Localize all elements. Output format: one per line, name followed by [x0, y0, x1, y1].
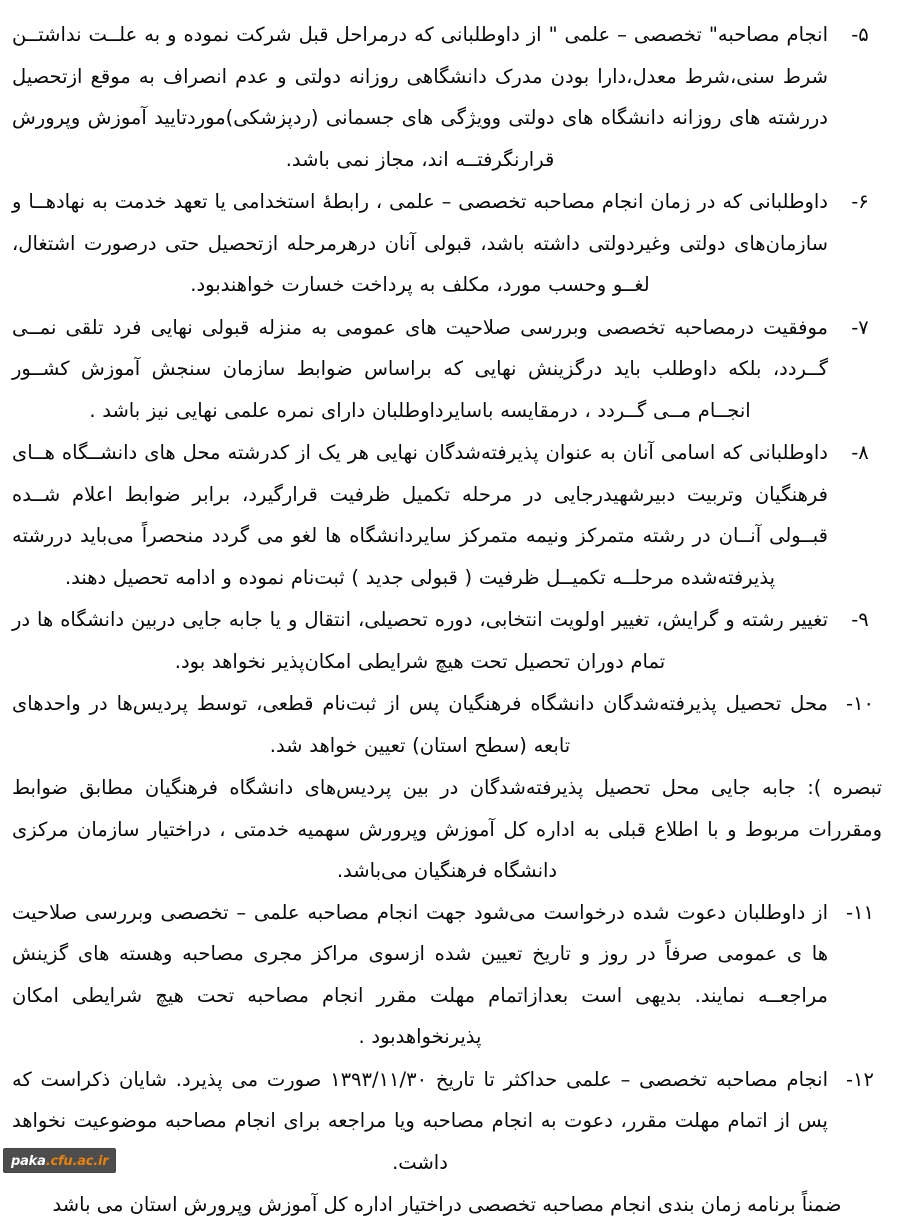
clause-item — [12, 1059, 882, 1184]
clause-marker: ۱۲- — [846, 1067, 874, 1091]
clause-marker: ۵- — [851, 23, 869, 46]
watermark-name: paka — [11, 1154, 46, 1169]
clause-item — [12, 432, 882, 598]
clause-marker: ۱۰- — [846, 692, 874, 715]
clause-marker: ۶- — [851, 190, 869, 213]
clause-text: داوطلبانی که در زمان انجام مصاحبه تخصصی – علمی ، رابطۀ استخدامی یا تعهد خدمت به نهادهــا و سازمان‌های دولتی وغیردولتی داشته باشد، قبولی آنان درهرمرحله ازتحصیل حتی درصورت اشتغال، لغــو وحسب مورد، مکلف به پرداخت خسارت خواهندبود. — [12, 190, 828, 296]
clause-item — [12, 181, 882, 306]
watermark-badge — [4, 1149, 115, 1172]
clause-item — [12, 307, 882, 432]
clause-text: محل تحصیل پذیرفته‌شدگان دانشگاه فرهنگیان پس از ثبت‌نام قطعی، توسط پردیس‌ها در واحدهای تابعه (سطح استان) تعیین خواهد شد. — [12, 692, 828, 757]
clause-marker: ۷- — [851, 315, 869, 339]
clause-marker: ۱۱- — [846, 900, 874, 924]
clause-item — [12, 599, 882, 682]
clause-text: از داوطلبان دعوت شده درخواست می‌شود جهت انجام مصاحبه علمی – تخصصی وبررسی صلاحیت ها ی عمومی صرفاً در روز و تاریخ تعیین شده ازسوی مراکز مجری مصاحبه وهسته های گزینش مراجعــه نمایند. بدیهی است بعدازاتمام مهلت مقرر انجام مصاحبه تحت هیچ شرایطی امکان پذیرنخواهدبود . — [12, 900, 828, 1048]
clause-text: موفقیت درمصاحبه تخصصی وبررسی صلاحیت های عمومی به منزله قبولی نهایی فرد تلقی نمــی گــردد، بلکه داوطلب باید درگزینش نهایی که براساس ضوابط سازمان سنجش آموزش کشــور انجــام مــی گــردد ، درمقایسه باسایرداوطلبان دارای نمره علمی نهایی نیز باشد . — [12, 315, 828, 422]
clause-text: تغییر رشته و گرایش، تغییر اولویت انتخابی، دوره تحصیلی، انتقال و یا جابه جایی دربین دانشگاه ها در تمام دوران تحصیل تحت هیچ شرایطی امکان‌پذیر نخواهد بود. — [12, 608, 828, 673]
tail-paragraph: ضمناً برنامه زمان بندی انجام مصاحبه تخصصی دراختیار اداره کل آموزش وپرورش استان می باشد — [52, 1193, 842, 1216]
note-paragraph: تبصره ): جابه جایی محل تحصیل پذیرفته‌شدگان در بین پردیس‌های دانشگاه فرهنگیان مطابق ضوابط ومقررات مربوط و با اطلاع قبلی به اداره کل آموزش وپرورش سهمیه خدمتی ، دراختیار سازمان مرکزی دانشگاه فرهنگیان می‌باشد. — [12, 776, 882, 882]
clause-marker: ۹- — [851, 608, 869, 631]
clause-item — [12, 892, 882, 1058]
clause-item — [12, 683, 882, 766]
watermark-domain: .cfu.ac.ir — [45, 1154, 109, 1169]
clause-marker: ۸- — [851, 441, 869, 464]
clause-text: داوطلبانی که اسامی آنان به عنوان پذیرفته‌شدگان نهایی هر یک از کدرشته محل های دانشــگاه هــای فرهنگیان وتربیت دبیرشهیدرجایی در مرحله تکمیل ظرفیت قرارگیرد، برابر ضوابط اعلام شــده قبــولی آنــان در رشته متمرکز ونیمه متمرکز سایردانشگاه ها لغو می گردد منحصراً می‌باید دررشته پذیرفته‌شده مرحلــه تکمیــل ظرفیت ( قبولی جدید ) ثبت‌نام نموده و ادامه تحصیل دهند. — [12, 441, 828, 589]
document-body — [12, 14, 882, 1226]
clause-item — [12, 14, 882, 180]
clause-text: انجام مصاحبه" تخصصی – علمی " از داوطلبانی که درمراحل قبل شرکت نموده و به علــت نداشتــن شرط سنی،شرط معدل،دارا بودن مدرک دانشگاهی روزانه دولتی و عدم انصراف به موقع ازتحصیل دررشته های روزانه دانشگاه های دولتی وویژگی های جسمانی (ردپزشکی)موردتایید آموزش وپرورش قرارنگرفتــه اند، مجاز نمی باشد. — [12, 23, 828, 171]
clause-text: انجام مصاحبه تخصصی – علمی حداکثر تا تاریخ ۱۳۹۳/۱۱/۳۰ صورت می پذیرد. شایان ذکراست که پس از اتمام مهلت مقرر، دعوت به انجام مصاحبه ویا مراجعه برای انجام مصاحبه موضوعیت نخواهد داشت. — [12, 1067, 829, 1174]
